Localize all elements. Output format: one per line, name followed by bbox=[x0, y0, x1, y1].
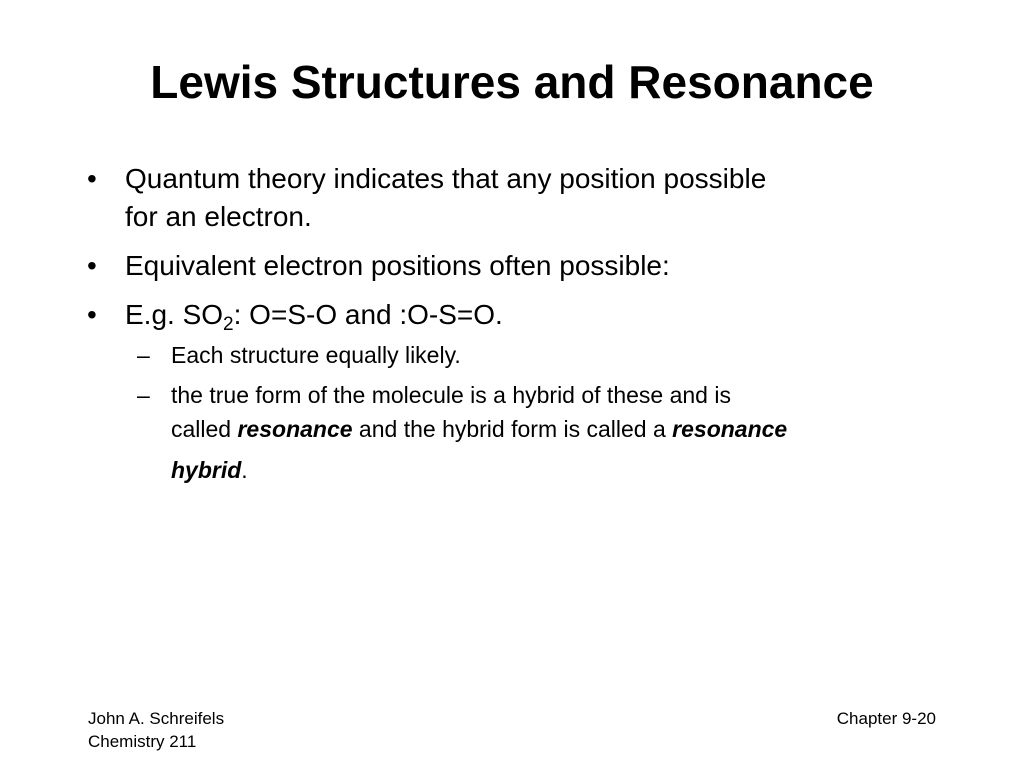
subbullet-line3 bbox=[171, 446, 945, 494]
bullet-list bbox=[85, 160, 945, 500]
subbullet-line2 bbox=[171, 412, 945, 446]
term-resonance: resonance bbox=[237, 416, 353, 442]
bullet-text-prefix: E.g. SO bbox=[125, 299, 224, 330]
footer-course: Chemistry 211 bbox=[88, 732, 197, 751]
bullet-text: Equivalent electron positions often possible: bbox=[125, 250, 670, 281]
bullet-marker: • bbox=[87, 299, 97, 330]
bullet-text-suffix: : O=S-O and :O-S=O. bbox=[233, 299, 503, 330]
footer-chapter: Chapter 9-20 bbox=[836, 709, 936, 728]
subbullet-line1: the true form of the molecule is a hybrid of these and is bbox=[171, 382, 731, 408]
term-resonance-2: resonance bbox=[672, 416, 788, 442]
text-end: . bbox=[241, 457, 248, 483]
footer-author-name: John A. Schreifels bbox=[88, 709, 225, 728]
bullet-equivalent-positions bbox=[85, 247, 945, 285]
bullet-so2-example bbox=[85, 296, 945, 334]
text-called: called bbox=[171, 416, 238, 442]
subbullet-text: Each structure equally likely. bbox=[171, 342, 461, 368]
subbullet-marker: – bbox=[137, 382, 150, 408]
bullet-marker: • bbox=[87, 163, 97, 194]
bullet-marker: • bbox=[87, 250, 97, 281]
subbullet-equally-likely bbox=[85, 338, 945, 372]
subbullet-resonance-hybrid bbox=[85, 378, 945, 494]
subbullet-marker: – bbox=[137, 342, 150, 368]
slide-title: Lewis Structures and Resonance bbox=[150, 56, 874, 108]
bullet-text-line1: Quantum theory indicates that any position possible bbox=[125, 163, 767, 194]
bullet-text-line2: for an electron. bbox=[125, 201, 312, 232]
subscript-2: 2 bbox=[223, 314, 234, 335]
footer-author bbox=[88, 707, 224, 753]
bullet-quantum-theory bbox=[85, 160, 945, 236]
term-hybrid: hybrid bbox=[171, 457, 242, 483]
text-middle: and the hybrid form is called a bbox=[352, 416, 673, 442]
